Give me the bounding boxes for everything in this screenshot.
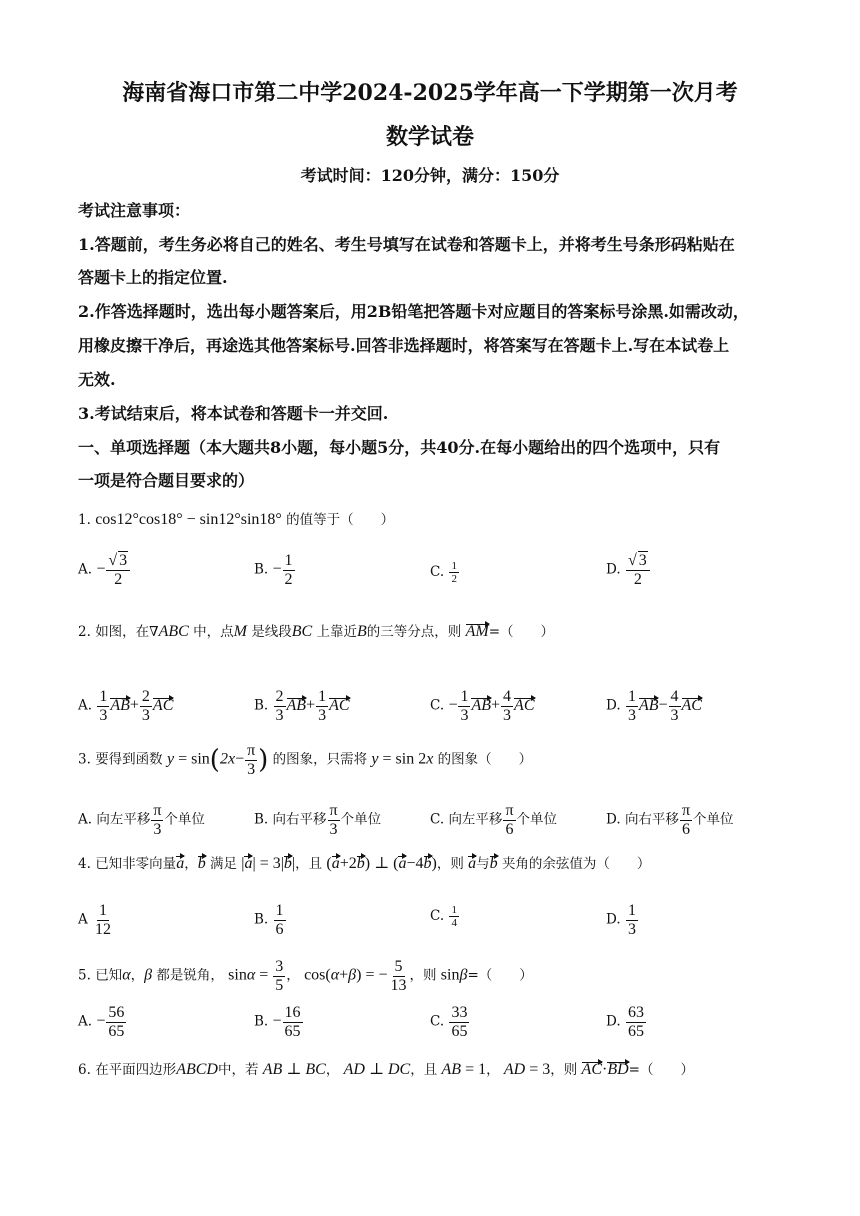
question-4: 4. 已知非零向量a，b 满足 |a| = 3|b|，且 (a+2b) ⊥ (a−4b)，则 a与b 夹角的余弦值为（ ） bbox=[78, 855, 651, 872]
q3-option-c[interactable]: C. 向左平移 $\frac{\pi}{6}$ 个单位 bbox=[430, 802, 558, 838]
exam-info: 考试时间：120分钟，满分：150分 bbox=[300, 166, 560, 185]
notice-item-2: 2.作答选择题时，选出每小题答案后，用2B铅笔把答题卡对应题目的答案标号涂黑.如需改动， bbox=[78, 302, 749, 321]
q5-option-b[interactable]: B. − $\frac{16}{65}$ bbox=[254, 1004, 301, 1040]
q3-option-a[interactable]: A. 向左平移 $\frac{\pi}{3}$ 个单位 bbox=[78, 802, 205, 838]
q4-option-b[interactable]: B. $\frac{1}{6}$ bbox=[254, 902, 284, 938]
section-heading-cont: 一项是符合题目要求的） bbox=[78, 471, 255, 490]
page-title: 海南省海口市第二中学2024-2025学年高一下学期第一次月考 bbox=[122, 80, 738, 106]
q5-option-c[interactable]: C. $\frac{33}{65}$ bbox=[430, 1004, 468, 1040]
question-expression: cos12°cos18° − sin12°sin18° bbox=[95, 511, 282, 528]
notice-item-1: 1.答题前，考生务必将自己的姓名、考生号填写在试卷和答题卡上，并将考生号条形码粘贴在 bbox=[78, 235, 735, 254]
q3-option-b[interactable]: B. 向右平移 $\frac{\pi}{3}$ 个单位 bbox=[254, 802, 382, 838]
section-heading: 一、单项选择题（本大题共8小题，每小题5分，共40分.在每小题给出的四个选项中，只有 bbox=[78, 438, 721, 457]
notice-item-2-end: 无效. bbox=[78, 370, 116, 389]
question-stem: 的值等于（ ） bbox=[286, 512, 395, 528]
question-2: 2. 如图，在∇ABC 中，点M 是线段BC 上靠近B的三等分点，则 AM=（ ） bbox=[78, 623, 555, 640]
notice-item-3: 3.考试结束后，将本试卷和答题卡一并交回. bbox=[78, 404, 389, 423]
question-5: 5. 已知α，β 都是锐角， sinα = $\frac{3}{5}$ ， cos(α+β) = − $\frac{5}{13}$ ，则 sinβ=（ ） bbox=[78, 958, 533, 994]
q2-option-a[interactable]: A. $\frac{1}{3}$ AB+ $\frac{2}{3}$ AC bbox=[78, 688, 174, 724]
page-subtitle: 数学试卷 bbox=[385, 124, 474, 150]
q4-option-a[interactable]: A $\frac{1}{12}$ bbox=[78, 902, 112, 938]
q2-option-b[interactable]: B. $\frac{2}{3}$ AB+ $\frac{1}{3}$ AC bbox=[254, 688, 350, 724]
question-3: 3. 要得到函数 y = sin(2x− $\frac{\pi}{3}$ ) 的图象，只需将 y = sin 2x 的图象（ ） bbox=[78, 742, 533, 778]
q1-option-d[interactable]: D. $\frac{√ 3}{2}$ bbox=[606, 552, 651, 588]
q1-option-c[interactable]: C. $\frac{1}{2}$ bbox=[430, 560, 457, 586]
q2-option-c[interactable]: C. − $\frac{1}{3}$ AB+ $\frac{4}{3}$ AC bbox=[430, 688, 535, 724]
notice-item-1-cont: 答题卡上的指定位置. bbox=[78, 268, 228, 287]
question-1 bbox=[78, 508, 394, 529]
q5-option-d[interactable]: D. $\frac{63}{65}$ bbox=[606, 1004, 644, 1040]
question-6: 6. 在平面四边形ABCD中，若 AB ⊥ BC， AD ⊥ DC，且 AB = 1， AD = 3，则 AC·BD=（ ） bbox=[78, 1061, 694, 1078]
question-number: 1. bbox=[78, 512, 91, 528]
q4-option-d[interactable]: D. $\frac{1}{3}$ bbox=[606, 902, 636, 938]
notice-item-2-cont: 用橡皮擦干净后，再途选其他答案标号.回答非选择题时，将答案写在答题卡上.写在本试卷上 bbox=[78, 336, 730, 355]
q1-option-b[interactable]: B. − $\frac{1}{2}$ bbox=[254, 552, 293, 588]
q2-option-d[interactable]: D. $\frac{1}{3}$ AB− $\frac{4}{3}$ AC bbox=[606, 688, 702, 724]
q3-option-d[interactable]: D. 向右平移 $\frac{\pi}{6}$ 个单位 bbox=[606, 802, 734, 838]
q4-option-c[interactable]: C. $\frac{1}{4}$ bbox=[430, 904, 457, 930]
notice-heading: 考试注意事项： bbox=[78, 201, 191, 220]
q1-option-a[interactable]: A. − $\frac{√ 3}{2}$ bbox=[78, 552, 131, 588]
q5-option-a[interactable]: A. − $\frac{56}{65}$ bbox=[78, 1004, 125, 1040]
